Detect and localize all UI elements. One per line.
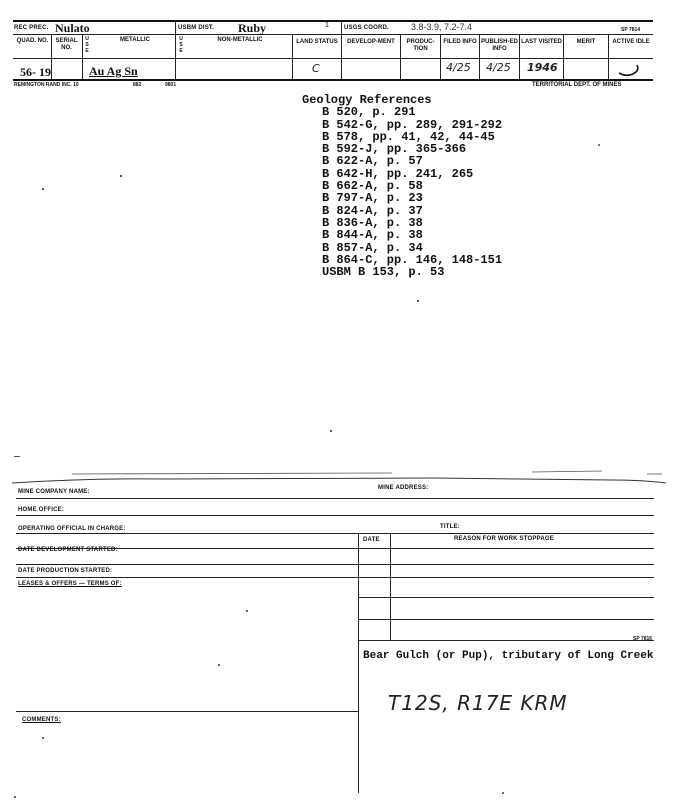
reference-item: B 662-A, p. 58 — [322, 179, 423, 194]
reference-item: USBM B 153, p. 53 — [322, 265, 445, 280]
form-number-2: SP 7816 — [633, 636, 653, 642]
col-published-info: PUBLISH-ED INFO — [481, 39, 518, 52]
territorial-dept: TERRITORIAL DEPT. OF MINES — [532, 82, 622, 88]
land-status-value: C — [312, 62, 320, 75]
comments-label: COMMENTS: — [22, 717, 61, 723]
col-metallic: METALLIC — [120, 37, 150, 43]
speck — [502, 792, 504, 794]
mine-company-name-label: MINE COMPANY NAME: — [18, 489, 90, 495]
reference-item: B 824-A, p. 37 — [322, 203, 423, 218]
col-use-metallic: U S E — [85, 36, 89, 54]
usgs-coord-value: 3.8-3.9, 7.2-7.4 — [411, 22, 473, 32]
township-range-note: T12S, R17E KRM — [388, 691, 568, 715]
rule — [13, 20, 653, 22]
reason-column-header: REASON FOR WORK STOPPAGE — [454, 536, 554, 542]
reference-item: B 520, p. 291 — [322, 105, 416, 120]
rec-prec-label: REC PREC. — [14, 25, 49, 31]
published-info-value: 4/25 — [486, 61, 511, 74]
col-quad-no: QUAD. NO. — [16, 38, 49, 44]
last-visited-value: 1946 — [527, 61, 558, 74]
references-heading: Geology References — [302, 93, 432, 107]
rule — [16, 711, 358, 712]
rec-prec-value: Nulato — [55, 21, 90, 35]
reference-item: B 642-H, pp. 241, 265 — [322, 166, 474, 181]
speck — [120, 175, 122, 177]
usbm-dist-value: Ruby — [238, 21, 267, 35]
speck — [14, 456, 20, 457]
title-label: TITLE: — [440, 524, 460, 530]
rule — [13, 79, 653, 81]
rule — [16, 577, 654, 578]
leases-label: LEASES & OFFERS — TERMS OF: — [18, 581, 122, 587]
mine-address-label: MINE ADDRESS: — [378, 485, 429, 491]
col-filed-info: FILED INFO — [443, 39, 477, 45]
filed-info-value: 4/25 — [446, 61, 471, 74]
metallic-value: Au Ag Sn — [89, 64, 138, 78]
reference-item: B 592-J, pp. 365-366 — [322, 142, 467, 157]
operating-official-label: OPERATING OFFICIAL IN CHARGE: — [18, 526, 126, 532]
page-number: 1 — [325, 22, 329, 29]
col-active-idle: ACTIVE IDLE — [612, 39, 650, 45]
speck — [14, 796, 16, 798]
printer-code-1: 882 — [133, 82, 142, 88]
rule — [358, 597, 654, 598]
speck — [246, 610, 248, 612]
geology-references — [302, 94, 502, 278]
printer-code-2: 9801 — [165, 82, 177, 88]
form-number: SP 7814 — [621, 27, 641, 33]
printer-imprint: REMINGTON RAND INC. 10 — [14, 82, 79, 88]
speck — [42, 188, 44, 190]
rule — [16, 515, 654, 516]
speck — [218, 664, 220, 666]
reference-item: B 857-A, p. 34 — [322, 240, 423, 255]
reference-item: B 797-A, p. 23 — [322, 191, 423, 206]
speck — [598, 144, 600, 146]
date-production-label: DATE PRODUCTION STARTED: — [18, 568, 113, 574]
torn-edge — [12, 470, 666, 490]
rule — [13, 58, 653, 59]
col-last-visited: LAST VISITED — [521, 39, 562, 45]
rule — [13, 34, 653, 35]
reference-item: B 622-A, p. 57 — [322, 154, 423, 169]
date-development-label: DATE DEVELOPMENT STARTED: — [18, 547, 118, 553]
col-production: PRODUC-TION — [406, 39, 435, 52]
rule — [358, 619, 654, 620]
divider — [175, 20, 176, 79]
location-description: Bear Gulch (or Pup), tributary of Long Creek — [363, 650, 654, 662]
divider — [358, 533, 359, 793]
rule — [16, 533, 654, 534]
reference-item: B 844-A, p. 38 — [322, 228, 423, 243]
reference-item: B 578, pp. 41, 42, 44-45 — [322, 129, 495, 144]
quad-serial-value: 56- 19 — [20, 65, 51, 79]
col-use-nonmetallic: U S E — [179, 36, 183, 54]
check-mark-icon — [616, 62, 642, 78]
rule — [16, 498, 654, 499]
col-development: DEVELOP-MENT — [347, 39, 395, 45]
col-nonmetallic: NON-METALLIC — [217, 37, 263, 43]
date-column-header: DATE — [363, 537, 380, 543]
speck — [417, 300, 419, 302]
divider — [341, 20, 342, 79]
speck — [42, 737, 44, 739]
reference-item: B 542-G, pp. 289, 291-292 — [322, 117, 503, 132]
reference-item: B 864-C, pp. 146, 148-151 — [322, 252, 503, 267]
divider — [390, 533, 391, 640]
reference-item: B 836-A, p. 38 — [322, 215, 423, 230]
col-serial-no: SERIAL NO. — [55, 38, 78, 51]
rule — [358, 640, 654, 641]
usgs-coord-label: USGS COORD. — [344, 25, 389, 31]
home-office-label: HOME OFFICE: — [18, 507, 65, 513]
rule — [16, 564, 654, 565]
col-land-status: LAND STATUS — [296, 39, 338, 45]
usbm-dist-label: USBM DIST. — [178, 25, 215, 31]
speck — [330, 430, 332, 432]
col-merit: MERIT — [576, 39, 596, 45]
